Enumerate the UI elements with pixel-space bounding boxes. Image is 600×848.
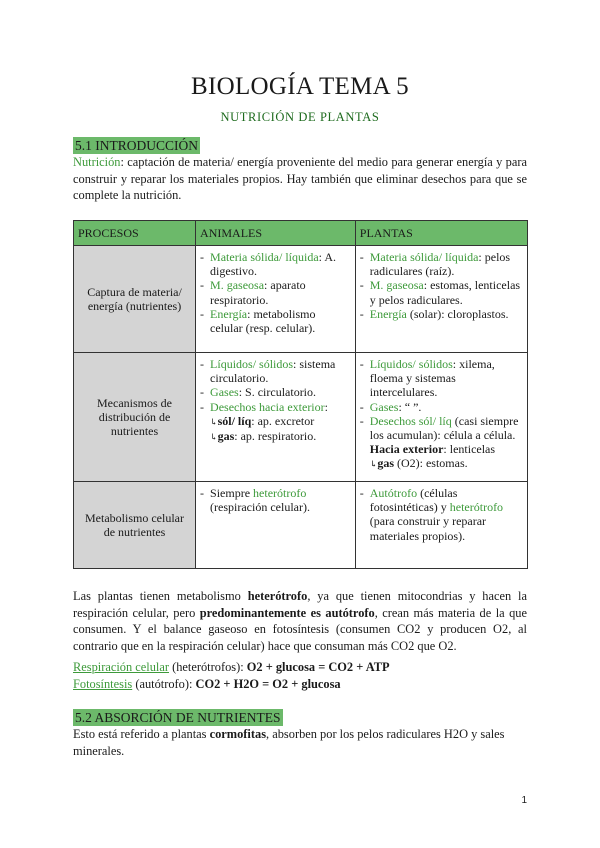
list-item: - Materia sólida/ líquida: A. digestivo. — [200, 250, 351, 278]
absorcion-paragraph: Esto está referido a plantas cormofitas, absorben por los pelos radiculares H2O y sales minerales. — [73, 727, 505, 758]
sub-arrow-icon: ↳ — [210, 432, 218, 443]
list-item: - Desechos hacia exterior: ↳sól/ líq: ap. excretor ↳gas: ap. respiratorio. — [200, 400, 351, 445]
animal-cell — [196, 353, 356, 482]
animal-cell — [196, 246, 356, 353]
list-item: - M. gaseosa: estomas, lenticelas y pelos radiculares. — [360, 278, 523, 306]
list-item: - Siempre heterótrofo (respiración celular). — [200, 486, 351, 514]
plant-cell — [355, 246, 527, 353]
list-item: - Energía: metabolismo celular (resp. celular). — [200, 307, 351, 335]
formulas-block — [73, 659, 390, 693]
formula-respiracion: Respiración celular (heterótrofos): O2 + glucosa = CO2 + ATP — [73, 660, 390, 674]
page-number: 1 — [521, 795, 527, 806]
header-animales: ANIMALES — [196, 221, 356, 246]
table-row — [74, 246, 528, 353]
intro-paragraph — [73, 154, 527, 204]
list-item: - Materia sólida/ líquida: pelos radiculares (raíz). — [360, 250, 523, 278]
page-title: BIOLOGÍA TEMA 5 — [191, 73, 409, 100]
header-procesos: PROCESOS — [74, 221, 196, 246]
list-item: - Líquidos/ sólidos: xilema, floema y sistemas intercelulares. — [360, 357, 523, 400]
intro-text: : captación de materia/ energía proveniente del medio para generar energía y para construir y reparar los materiales propios. Hay también que eliminar desechos para que se complete la nutrición. — [73, 155, 527, 202]
list-item: - Gases: “ ”. — [360, 400, 523, 414]
list-item: - M. gaseosa: aparato respiratorio. — [200, 278, 351, 306]
table-row — [74, 482, 528, 569]
header-plantas: PLANTAS — [355, 221, 527, 246]
sub-arrow-icon: ↳ — [210, 416, 218, 427]
sub-arrow-icon: ↳ — [369, 459, 378, 470]
process-cell: Captura de materia/ energía (nutrientes) — [74, 246, 196, 353]
list-item: - Gases: S. circulatorio. — [200, 385, 351, 399]
list-item: - Energía (solar): cloroplastos. — [360, 307, 523, 321]
nutrition-table — [73, 220, 528, 569]
list-item: - Autótrofo (células fotosintéticas) y heterótrofo (para construir y reparar materiales propios). — [360, 486, 523, 543]
animal-cell — [196, 482, 356, 569]
plant-cell — [355, 353, 527, 482]
process-cell: Mecanismos de distribución de nutrientes — [74, 353, 196, 482]
page-subtitle: NUTRICIÓN DE PLANTAS — [220, 110, 380, 124]
metabolism-paragraph: Las plantas tienen metabolismo heterótrofo, ya que tienen mitocondrias y hacen la respiración celular, pero predominantemente es autótrofo, crean más materia de la que consumen. Y el balance gaseoso en fotosíntesis (consumen CO2 y producen O2, al contrario que en la respiración celular) hace que consuman más CO2 que O2. — [73, 589, 527, 653]
process-cell: Metabolismo celular de nutrientes — [74, 482, 196, 569]
formula-fotosintesis: Fotosíntesis (autótrofo): CO2 + H2O = O2 + glucosa — [73, 677, 341, 691]
table-row — [74, 353, 528, 482]
term-nutricion: Nutrición — [73, 155, 121, 169]
list-item: - Líquidos/ sólidos: sistema circulatorio. — [200, 357, 351, 385]
section-heading-introduccion: 5.1 INTRODUCCIÓN — [75, 138, 198, 153]
plant-cell — [355, 482, 527, 569]
list-item: - Desechos sól/ líq (casi siempre los acumulan): célula a célula. Hacia exterior: lenticelas ↳gas (O2): estomas. — [360, 414, 523, 472]
section-heading-absorcion: 5.2 ABSORCIÓN DE NUTRIENTES — [75, 710, 281, 725]
table-header-row — [74, 221, 528, 246]
